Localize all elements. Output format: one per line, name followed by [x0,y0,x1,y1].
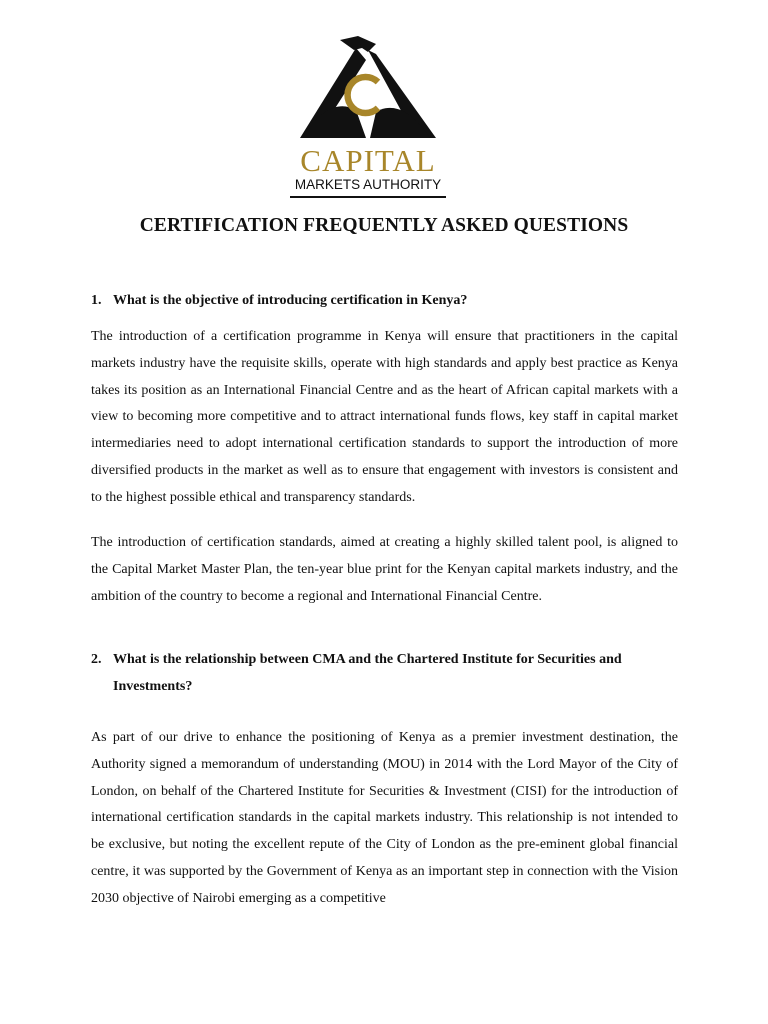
question-2-text-line2: Investments? [113,679,193,694]
cma-emblem-icon [280,30,456,142]
question-2-number: 2. [91,652,102,667]
question-1 [91,287,681,314]
logo-subtitle: MARKETS AUTHORITY [294,177,442,192]
question-2-text-line1: What is the relationship between CMA and the Chartered Institute for Securities and [113,652,622,667]
question-1-number: 1. [91,293,102,308]
logo-underline [290,196,446,198]
answer-2-paragraph-1: As part of our drive to enhance the positioning of Kenya as a premier investment destination, the Authority signed a memorandum of understanding (MOU) in 2014 with the Lord Mayor of the City of London, on behalf of the Chartered Institute for Securities & Investment (CISI) for the introduction of international certification standards in the capital markets industry. This relationship is not intended to be exclusive, but noting the excellent repute of the City of London as the pre-eminent global financial centre, it was supported by the Government of Kenya as an important step in connection with the Vision 2030 objective of Nairobi emerging as a competitive [91,730,678,906]
answer-1-paragraph-2: The introduction of certification standards, aimed at creating a highly skilled talent pool, is aligned to the Capital Market Master Plan, the ten-year blue print for the Kenyan capital markets industry, and the ambition of the country to become a regional and International Financial Centre. [91,535,678,604]
cma-logo [280,30,456,200]
page-title: CERTIFICATION FREQUENTLY ASKED QUESTIONS [139,215,629,236]
question-1-text: What is the objective of introducing certification in Kenya? [113,293,468,308]
logo-name: CAPITAL [300,143,436,178]
question-2 [91,646,681,700]
answer-1-paragraph-1: The introduction of a certification programme in Kenya will ensure that practitioners in the capital markets industry have the requisite skills, operate with high standards and apply best practice as Kenya takes its position as an International Financial Centre and as the heart of African capital markets with a view to becoming more competitive and to attract international funds flows, key staff in capital market intermediaries need to adopt international certification standards to support the introduction of more diversified products in the market as well as to ensure that engagement with investors is consistent and to the highest possible ethical and transparency standards. [91,329,678,505]
